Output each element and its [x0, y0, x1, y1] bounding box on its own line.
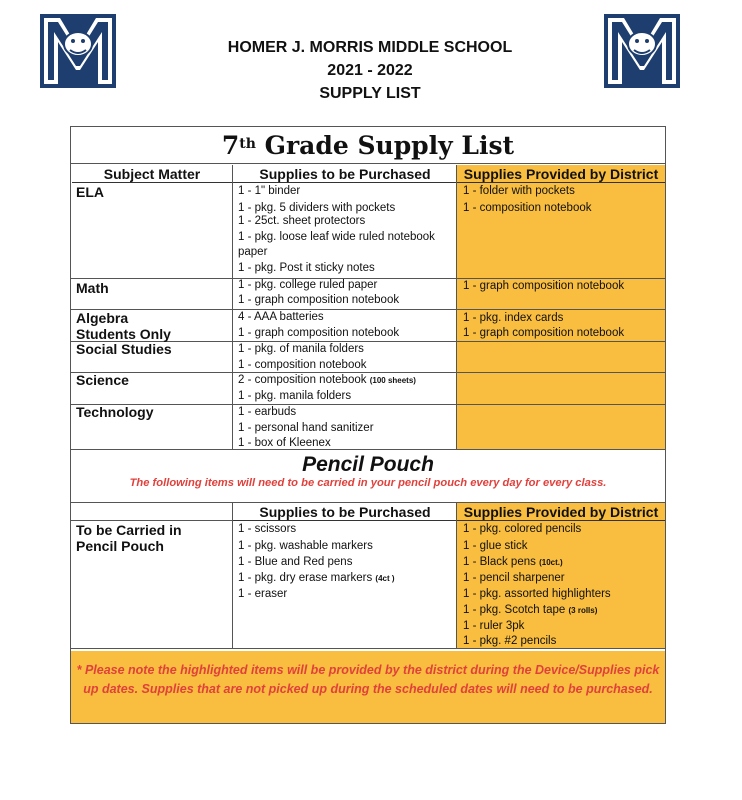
- pen-count-note: (10ct.): [539, 558, 563, 567]
- tape-count-note: (3 rolls): [568, 606, 598, 615]
- purchased-item: 1 - composition notebook: [238, 359, 367, 371]
- district-item: 1 - composition notebook: [463, 202, 592, 214]
- subject-algebra: Algebra: [76, 310, 129, 326]
- list-title: SUPPLY LIST: [319, 85, 421, 102]
- school-name: HOMER J. MORRIS MIDDLE SCHOOL: [227, 39, 513, 56]
- divider: [232, 503, 233, 648]
- pouch-district-item: 1 - pkg. assorted highlighters: [463, 588, 611, 600]
- row-divider: [71, 309, 665, 310]
- pouch-subject: To be Carried in: [76, 522, 182, 538]
- subject-social-studies: Social Studies: [76, 341, 172, 357]
- purchased-item: 1 - personal hand sanitizer: [238, 422, 374, 434]
- divider: [456, 165, 457, 449]
- pouch-district-item: 1 - pencil sharpener: [463, 572, 565, 584]
- header-purchased: Supplies to be Purchased: [233, 165, 457, 183]
- sheet-count-note: (100 sheets): [369, 376, 416, 385]
- pouch-header-purchased: Supplies to be Purchased: [233, 503, 457, 521]
- pouch-purchased-item: 1 - pkg. dry erase markers (4ct ): [238, 572, 395, 584]
- purchased-item: 1 - pkg. 5 dividers with pockets: [238, 202, 396, 214]
- pouch-purchased-item: 1 - Blue and Red pens: [238, 556, 353, 568]
- purchased-item: 1 - pkg. manila folders: [238, 390, 352, 402]
- page-header: [170, 36, 570, 105]
- district-item: 1 - graph composition notebook: [463, 280, 625, 292]
- pouch-district-item: 1 - glue stick: [463, 540, 528, 552]
- subject-science: Science: [76, 372, 129, 388]
- pouch-district-item: 1 - pkg. Scotch tape (3 rolls): [463, 604, 598, 616]
- school-logo-left: [40, 14, 116, 88]
- purchased-item: 1 - pkg. loose leaf wide ruled notebook: [238, 231, 435, 243]
- school-year: 2021 - 2022: [327, 62, 413, 79]
- row-divider: [71, 648, 665, 649]
- district-item: 1 - graph composition notebook: [463, 327, 625, 339]
- divider: [232, 165, 233, 449]
- header-subject: Subject Matter: [72, 165, 232, 183]
- purchased-item: 1 - graph composition notebook: [238, 294, 400, 306]
- pouch-district-item: 1 - ruler 3pk: [463, 620, 525, 632]
- header-district: Supplies Provided by District: [457, 165, 665, 183]
- subject-algebra-note: Students Only: [76, 326, 171, 342]
- subject-technology: Technology: [76, 404, 154, 420]
- purchased-item: 1 - pkg. of manila folders: [238, 343, 364, 355]
- purchased-item: paper: [238, 246, 268, 258]
- purchased-item: 1 - graph composition notebook: [238, 327, 400, 339]
- pouch-subject-line2: Pencil Pouch: [76, 538, 164, 554]
- header-underline: [71, 520, 233, 521]
- purchased-item: 1 - pkg. Post it sticky notes: [238, 262, 375, 274]
- pencil-pouch-subtitle: The following items will need to be carried in your pencil pouch every day for every class.: [129, 477, 607, 489]
- district-item: 1 - folder with pockets: [463, 185, 575, 197]
- row-divider: [71, 449, 665, 450]
- marker-count-note: (4ct ): [375, 574, 395, 583]
- purchased-item: 1 - 1" binder: [238, 185, 301, 197]
- subject-ela: ELA: [76, 184, 104, 200]
- school-logo-right: [604, 14, 680, 88]
- district-item: 1 - pkg. index cards: [463, 312, 564, 324]
- purchased-item: 4 - AAA batteries: [238, 311, 324, 323]
- purchased-item: 1 - pkg. college ruled paper: [238, 279, 378, 291]
- pouch-district-item: 1 - pkg. #2 pencils: [463, 635, 557, 647]
- pouch-purchased-item: 1 - eraser: [238, 588, 288, 600]
- purchased-item: 2 - composition notebook (100 sheets): [238, 374, 416, 386]
- row-divider: [71, 404, 665, 405]
- purchased-item: 1 - box of Kleenex: [238, 437, 331, 449]
- pouch-header-district: Supplies Provided by District: [457, 503, 665, 521]
- subject-math: Math: [76, 280, 109, 296]
- grade-title: 7th Grade Supply List: [70, 128, 666, 164]
- divider: [456, 503, 457, 648]
- purchased-item: 1 - 25ct. sheet protectors: [238, 215, 366, 227]
- pencil-pouch-title: Pencil Pouch: [302, 453, 434, 476]
- district-note-text: * Please note the highlighted items will be provided by the district during the Device/Supplies pick up dates. Supplies that are not picked up during the scheduled dates will need to be purchased.: [76, 663, 660, 696]
- pouch-district-item: 1 - Black pens (10ct.): [463, 556, 563, 568]
- pouch-district-item: 1 - pkg. colored pencils: [463, 523, 582, 535]
- pouch-purchased-item: 1 - scissors: [238, 523, 297, 535]
- purchased-item: 1 - earbuds: [238, 406, 297, 418]
- pouch-purchased-item: 1 - pkg. washable markers: [238, 540, 373, 552]
